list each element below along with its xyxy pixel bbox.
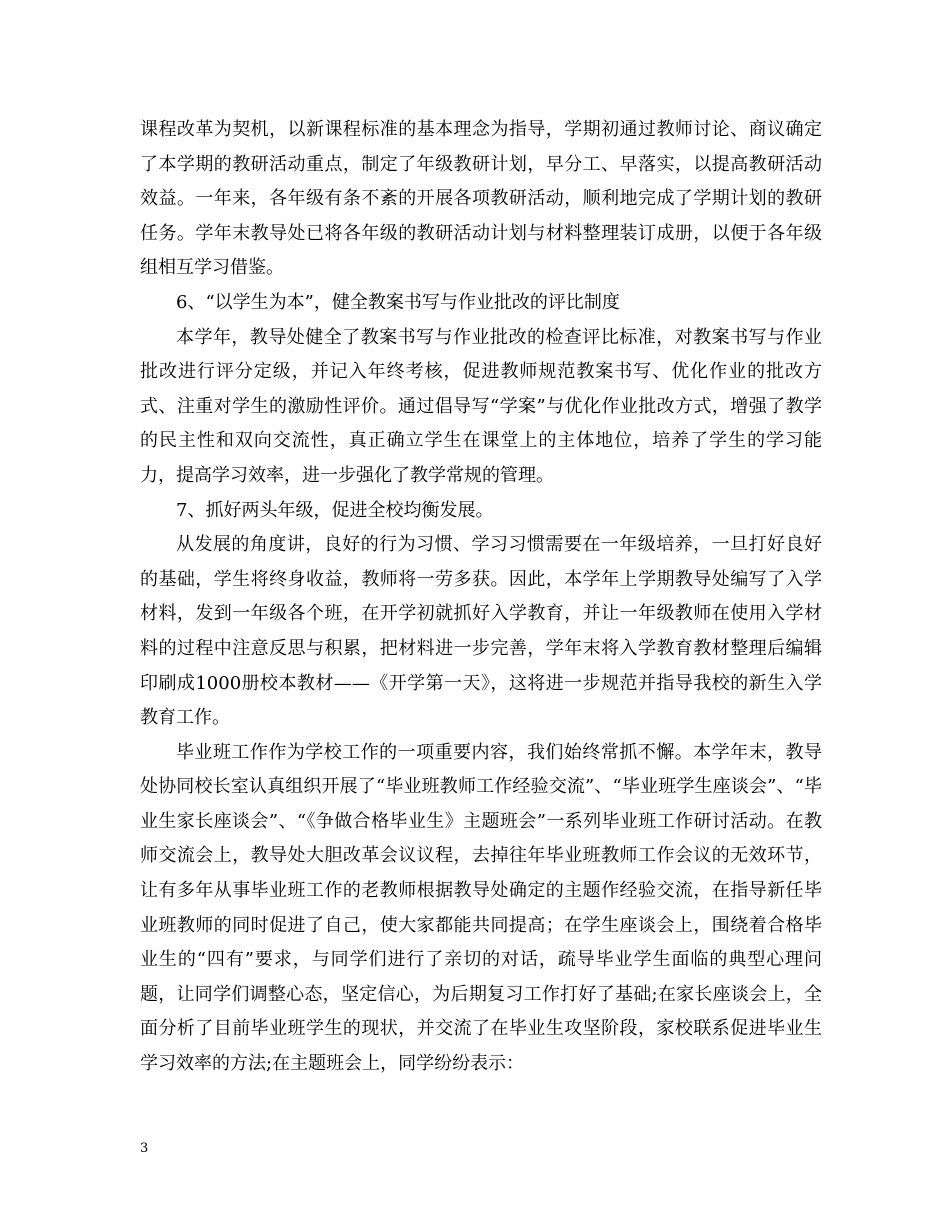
heading-item-7: 7、抓好两头年级，促进全校均衡发展。 — [176, 499, 494, 521]
document-body — [140, 113, 822, 1082]
paragraph-item-6: 本学年，教导处健全了教案书写与作业批改的检查评比标准，对教案书写与作业批改进行评分定级，并记入年终考核，促进教师规范教案书写、优化作业的批改方式、注重对学生的激励性评价。通过倡导写“学案”与优化作业批改方式，增强了教学的民主性和双向交流性，真正确立学生在课堂上的主体地位，培养了学生的学习能力，提高学习效率，进一步强化了教学常规的管理。 — [140, 326, 822, 486]
heading-item-6: 6、“以学生为本”，健全教案书写与作业批改的评比制度 — [176, 291, 620, 313]
paragraph-graduating-class: 毕业班工作作为学校工作的一项重要内容，我们始终常抓不懈。本学年末，教导处协同校长室认真组织开展了“毕业班教师工作经验交流”、“毕业班学生座谈会”、“毕业生家长座谈会”、“《争做合格毕业生》主题班会”一系列毕业班工作研讨活动。在教师交流会上，教导处大胆改革会议议程，去掉往年毕业班教师工作会议的无效环节，让有多年从事毕业班工作的老教师根据教导处确定的主题作经验交流，在指导新任毕业班教师的同时促进了自己，使大家都能共同提高；在学生座谈会上，围绕着合格毕业生的“四有”要求，与同学们进行了亲切的对话，疏导毕业学生面临的典型心理问题，让同学们调整心态，坚定信心，为后期复习工作打好了基础;在家长座谈会上，全面分析了目前毕业班学生的现状，并交流了在毕业生攻坚阶段，家校联系促进毕业生学习效率的方法;在主题班会上，同学纷纷表示： — [140, 741, 822, 1075]
paragraph-intro: 课程改革为契机，以新课程标准的基本理念为指导，学期初通过教师讨论、商议确定了本学期的教研活动重点，制定了年级教研计划，早分工、早落实，以提高教研活动效益。一年来，各年级有条不紊的开展各项教研活动，顺利地完成了学期计划的教研任务。学年末教导处已将各年级的教研活动计划与材料整理装订成册，以便于各年级组相互学习借鉴。 — [140, 119, 822, 279]
page-number: 3 — [140, 1141, 149, 1156]
paragraph-grade-one: 从发展的角度讲，良好的行为习惯、学习习惯需要在一年级培养，一旦打好良好的基础，学生将终身收益，教师将一劳多获。因此，本学年上学期教导处编写了入学材料，发到一年级各个班，在开学初就抓好入学教育，并让一年级教师在使用入学材料的过程中注意反思与积累，把材料进一步完善，学年末将入学教育教材整理后编辑印刷成1000册校本教材——《开学第一天》，这将进一步规范并指导我校的新生入学教育工作。 — [140, 534, 822, 729]
